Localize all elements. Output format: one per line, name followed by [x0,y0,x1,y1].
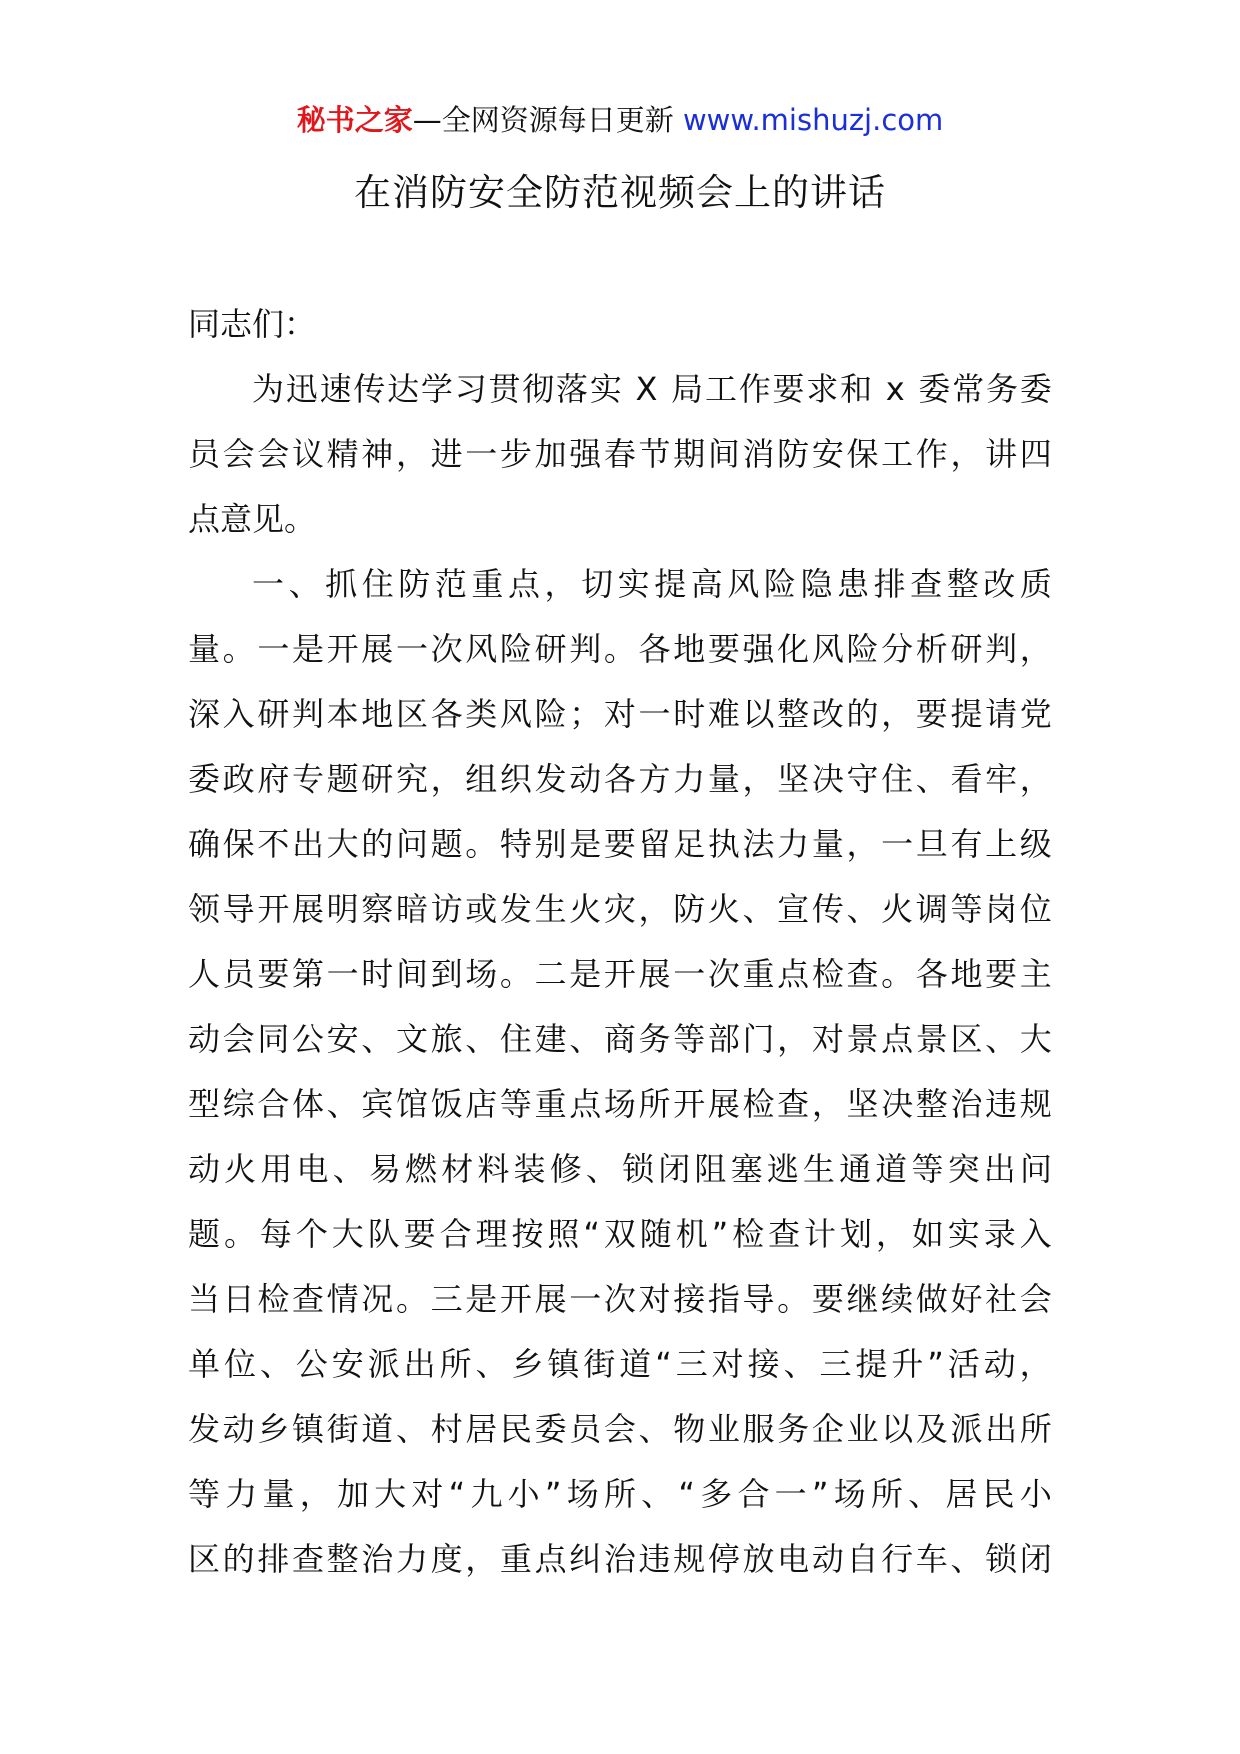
body-line: 人 员 要 第 一 时 间 到 场 。 二 是 开 展 一 次 重 点 检 查 。 各 地 要 主 [188,955,1052,993]
body-line: 点意见。 [188,500,317,538]
body-line: 动 会 同 公 安 、 文 旅 、 住 建 、 商 务 等 部 门 ， 对 景 点 景 区 、 大 [188,1020,1052,1058]
body-line: 型 综 合 体 、 宾 馆 饭 店 等 重 点 场 所 开 展 检 查 ， 坚 决 整 治 违 规 [188,1085,1052,1123]
header-tagline: —全网资源每日更新 [412,103,683,137]
body-line: 同志们： [188,305,317,343]
body-line: 为 迅 速 传 达 学 习 贯 彻 落 实 X 局 工 作 要 求 和 x 委 常 务 委 [252,370,1052,408]
body-line: 等 力 量 ， 加 大 对 “ 九 小 ” 场 所 、 “ 多 合 一 ” 场 所 、 居 民 小 [188,1475,1052,1513]
body-line: 量 。 一 是 开 展 一 次 风 险 研 判 。 各 地 要 强 化 风 险 分 析 研 判 ， [188,630,1052,668]
site-header [0,100,1240,140]
body-line: 员 会 会 议 精 神 ， 进 一 步 加 强 春 节 期 间 消 防 安 保 工 作 ， 讲 四 [188,435,1052,473]
body-line: 委 政 府 专 题 研 究 ， 组 织 发 动 各 方 力 量 ， 坚 决 守 住 、 看 牢 ， [188,760,1052,798]
body-line: 区 的 排 查 整 治 力 度 ， 重 点 纠 治 违 规 停 放 电 动 自 行 车 、 锁 闭 [188,1540,1052,1578]
body-line: 领 导 开 展 明 察 暗 访 或 发 生 火 灾 ， 防 火 、 宣 传 、 火 调 等 岗 位 [188,890,1052,928]
document-body [188,292,1052,1592]
site-url-link[interactable]: www.mishuzj.com [682,103,944,137]
body-line: 当 日 检 查 情 况 。 三 是 开 展 一 次 对 接 指 导 。 要 继 续 做 好 社 会 [188,1280,1052,1318]
body-line: 确 保 不 出 大 的 问 题 。 特 别 是 要 留 足 执 法 力 量 ， 一 旦 有 上 级 [188,825,1052,863]
body-line: 深 入 研 判 本 地 区 各 类 风 险 ； 对 一 时 难 以 整 改 的 ， 要 提 请 党 [188,695,1052,733]
document-title: 在消防安全防范视频会上的讲话 [354,171,886,214]
body-line: 单 位 、 公 安 派 出 所 、 乡 镇 街 道 “ 三 对 接 、 三 提 升 ” 活 动 ， [188,1345,1052,1383]
body-line: 动 火 用 电 、 易 燃 材 料 装 修 、 锁 闭 阻 塞 逃 生 通 道 等 突 出 问 [188,1150,1052,1188]
brand-name: 秘书之家 [296,103,413,137]
body-line: 发 动 乡 镇 街 道 、 村 居 民 委 员 会 、 物 业 服 务 企 业 以 及 派 出 所 [188,1410,1052,1448]
body-line: 题 。 每 个 大 队 要 合 理 按 照 “ 双 随 机 ” 检 查 计 划 ， 如 实 录 入 [188,1215,1052,1253]
body-line: 一 、 抓 住 防 范 重 点 ， 切 实 提 高 风 险 隐 患 排 查 整 改 质 [252,565,1052,603]
